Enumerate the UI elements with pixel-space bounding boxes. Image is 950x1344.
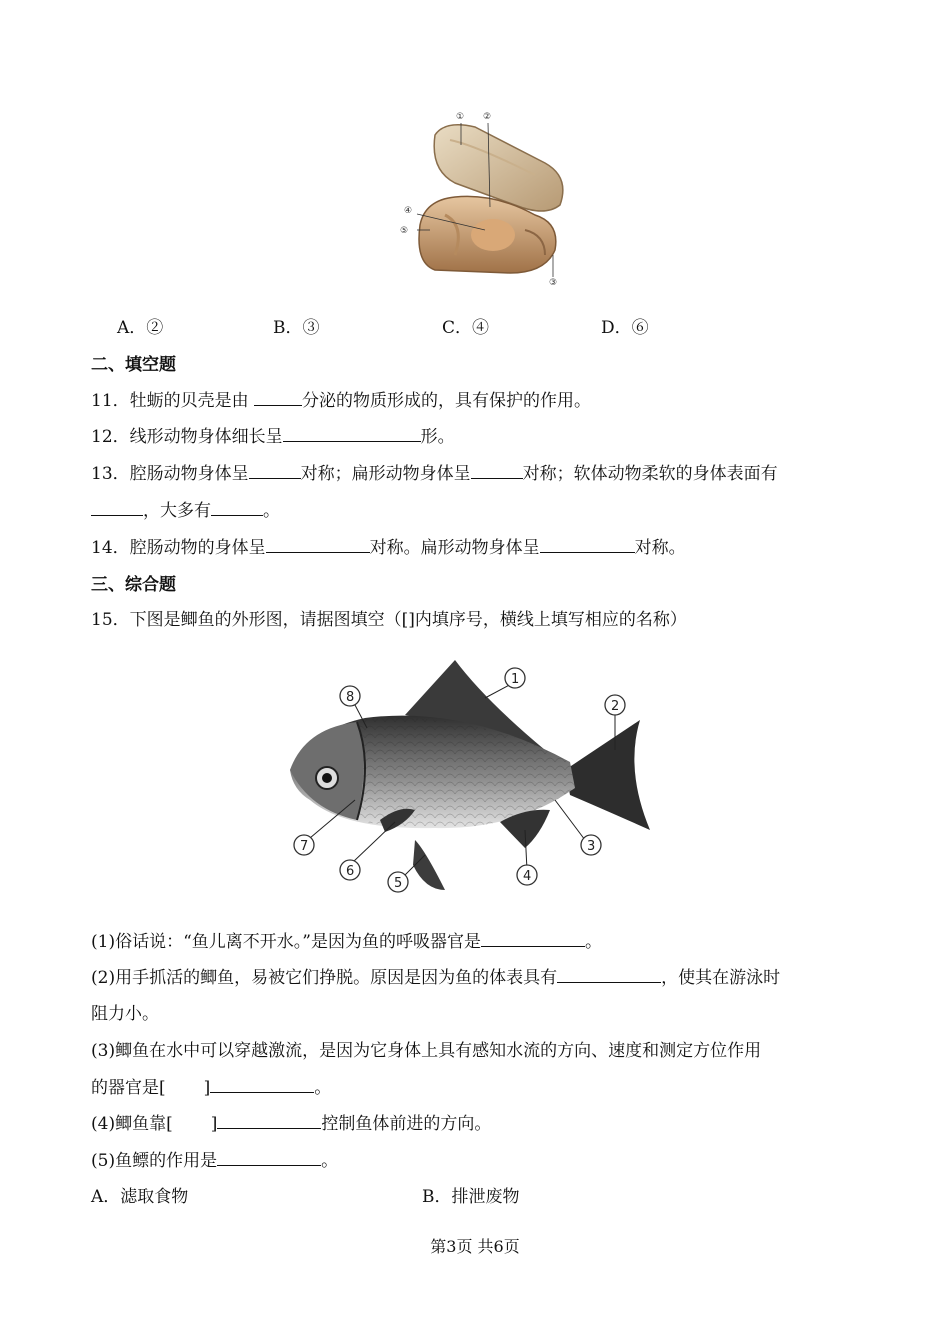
q15-option-b xyxy=(422,1182,520,1207)
question-text: (1)俗话说：“鱼儿离不开水。”是因为鱼的呼吸器官是 xyxy=(91,932,481,952)
question-text: ，使其在游泳时 xyxy=(661,968,781,988)
question-14 xyxy=(91,533,686,558)
question-text: 对称。扁形动物身体呈 xyxy=(369,538,540,558)
answer-blank[interactable] xyxy=(211,500,263,516)
clam-label-5: ⑤ xyxy=(400,226,409,236)
q15-sub-2 xyxy=(91,963,780,988)
fish-label-3 xyxy=(581,835,601,855)
question-text: 下图是鲫鱼的外形图，请据图填空（[]内填序号，横线上填写相应的名称） xyxy=(129,610,687,630)
answer-blank[interactable] xyxy=(217,1150,321,1166)
answer-blank[interactable] xyxy=(249,463,301,479)
question-12 xyxy=(91,422,455,447)
fish-label-text: 1 xyxy=(511,672,520,687)
clam-label-1: ① xyxy=(456,112,465,122)
answer-blank[interactable] xyxy=(471,463,523,479)
q10-option-a xyxy=(117,313,163,338)
question-text: ] xyxy=(203,1078,211,1098)
question-text: 控制鱼体前进的方向。 xyxy=(321,1114,492,1134)
q15-sub-2-cont: 阻力小。 xyxy=(91,1004,159,1024)
question-number: 15． xyxy=(91,610,130,630)
question-13-cont xyxy=(91,496,280,521)
answer-blank[interactable] xyxy=(254,390,302,406)
option-value: ③ xyxy=(302,318,320,338)
q15-sub-4 xyxy=(91,1109,491,1134)
question-text: 腔肠动物的身体呈 xyxy=(129,538,266,558)
clam-label-2: ② xyxy=(483,112,492,122)
option-letter: B． xyxy=(422,1187,452,1207)
answer-blank[interactable] xyxy=(540,537,635,553)
option-letter: C． xyxy=(442,318,473,338)
question-text: 腔肠动物身体呈 xyxy=(129,464,249,484)
question-text: (2)用手抓活的鲫鱼，易被它们挣脱。原因是因为鱼的体表具有 xyxy=(91,968,558,988)
question-13 xyxy=(91,459,778,484)
question-text: ] xyxy=(210,1114,218,1134)
question-text: (4)鲫鱼靠[ xyxy=(91,1114,173,1134)
section-title-fill-in: 二、填空题 xyxy=(91,355,176,375)
question-text: 。 xyxy=(314,1078,332,1098)
q15-sub-5 xyxy=(91,1146,338,1171)
fish-label-text: 4 xyxy=(523,869,532,884)
question-text: 对称。 xyxy=(634,538,686,558)
fish-label-5 xyxy=(388,872,408,892)
question-text: (5)鱼鳔的作用是 xyxy=(91,1151,218,1171)
fish-label-2 xyxy=(605,695,625,715)
fish-label-text: 5 xyxy=(394,876,403,891)
question-15 xyxy=(91,605,687,630)
question-text: ，大多有 xyxy=(143,501,211,521)
question-text: 线形动物身体细长呈 xyxy=(129,427,283,447)
fish-label-7 xyxy=(294,835,314,855)
question-number: 14． xyxy=(91,538,130,558)
question-text: 分泌的物质形成的，具有保护的作用。 xyxy=(302,391,592,411)
fish-label-8 xyxy=(340,686,360,706)
page-footer: 第3页 共6页 xyxy=(430,1237,520,1256)
q10-option-b xyxy=(273,313,320,338)
q10-option-c xyxy=(442,313,489,338)
option-value: ⑥ xyxy=(631,318,649,338)
option-value: ② xyxy=(146,318,164,338)
question-text: 。 xyxy=(584,932,602,952)
option-letter: A． xyxy=(91,1187,121,1207)
fish-figure xyxy=(285,650,670,900)
question-text: 。 xyxy=(263,501,280,521)
q10-option-d xyxy=(601,313,649,338)
answer-blank[interactable] xyxy=(481,931,585,947)
question-number: 11． xyxy=(91,391,130,411)
fish-label-6 xyxy=(340,860,360,880)
option-letter: B． xyxy=(273,318,303,338)
answer-blank[interactable] xyxy=(557,967,661,983)
question-number: 12． xyxy=(91,427,130,447)
answer-blank[interactable] xyxy=(91,500,143,516)
clam-label-3: ③ xyxy=(549,278,558,288)
question-text: 牡蛎的贝壳是由 xyxy=(129,391,255,411)
question-text: 形。 xyxy=(420,427,455,447)
q15-option-a xyxy=(91,1182,188,1207)
question-text: 对称；扁形动物身体呈 xyxy=(300,464,471,484)
fish-label-text: 6 xyxy=(346,864,355,879)
fish-label-text: 2 xyxy=(611,699,620,714)
answer-blank[interactable] xyxy=(217,1113,321,1129)
option-letter: D． xyxy=(601,318,632,338)
option-value: 排泄废物 xyxy=(451,1187,520,1207)
clam-figure xyxy=(395,105,585,295)
q15-sub-3-cont xyxy=(91,1073,331,1098)
fish-label-1 xyxy=(505,668,525,688)
section-title-comprehensive: 三、综合题 xyxy=(91,575,176,595)
option-letter: A． xyxy=(117,318,147,338)
answer-blank[interactable] xyxy=(283,426,421,442)
question-text: 的器官是[ xyxy=(91,1078,166,1098)
question-11 xyxy=(91,386,591,411)
fish-label-text: 8 xyxy=(346,690,355,705)
clam-label-4: ④ xyxy=(404,206,413,216)
q15-sub-1 xyxy=(91,927,602,952)
question-number: 13． xyxy=(91,464,130,484)
fish-label-text: 3 xyxy=(587,839,596,854)
option-value: ④ xyxy=(472,318,490,338)
answer-blank[interactable] xyxy=(210,1077,314,1093)
answer-blank[interactable] xyxy=(266,537,370,553)
fish-label-text: 7 xyxy=(300,839,309,854)
fish-label-4 xyxy=(517,865,537,885)
question-text: 。 xyxy=(321,1151,339,1171)
option-value: 滤取食物 xyxy=(120,1187,189,1207)
q15-sub-3: (3)鲫鱼在水中可以穿越激流，是因为它身体上具有感知水流的方向、速度和测定方位作用 xyxy=(91,1041,762,1061)
question-text: 对称；软体动物柔软的身体表面有 xyxy=(522,464,778,484)
